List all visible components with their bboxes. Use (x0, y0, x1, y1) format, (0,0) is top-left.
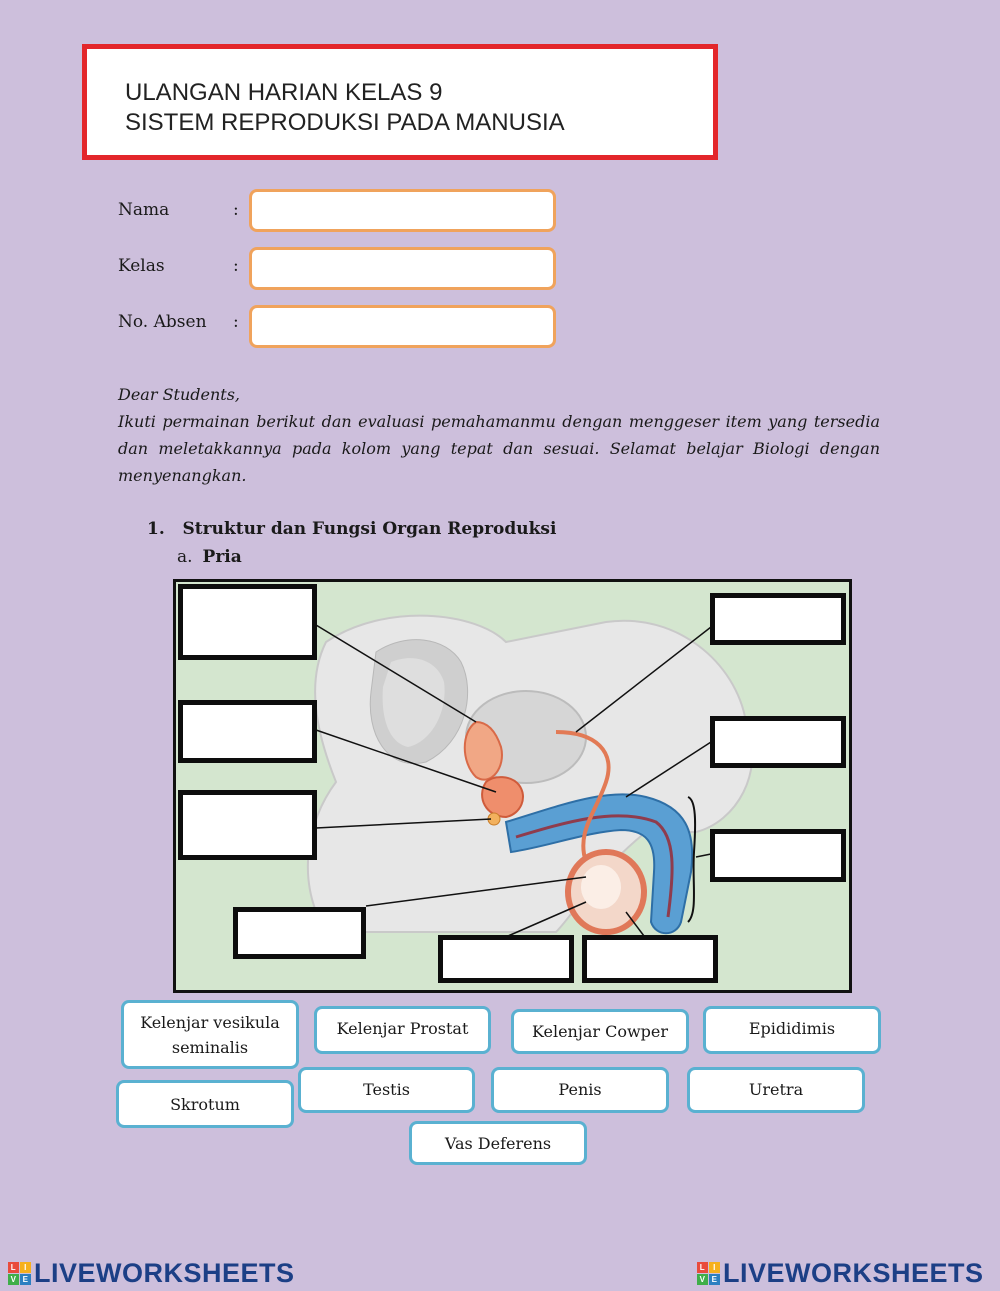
intro-greeting: Dear Students, (118, 385, 241, 404)
liveworksheets-brand-right[interactable] (697, 1258, 984, 1289)
drop-zone-6[interactable] (582, 935, 718, 983)
drop-zone-8[interactable] (710, 716, 846, 768)
liveworksheets-logo-icon: L I V E (697, 1262, 720, 1285)
nama-label: Nama (118, 200, 170, 220)
brand-text: LIVEWORKSHEETS (723, 1258, 984, 1288)
drop-zone-9[interactable] (710, 829, 846, 882)
drop-zone-2[interactable] (178, 700, 317, 763)
kelas-input[interactable] (249, 247, 556, 290)
drop-zone-5[interactable] (438, 935, 574, 983)
nama-colon: : (233, 200, 239, 220)
chip-skrotum[interactable]: Skrotum (116, 1080, 294, 1128)
chip-kelenjar-cowper[interactable]: Kelenjar Cowper (511, 1009, 689, 1054)
chip-vas-deferens[interactable]: Vas Deferens (409, 1121, 587, 1165)
brand-text: LIVEWORKSHEETS (34, 1258, 295, 1288)
liveworksheets-brand-left[interactable] (8, 1258, 295, 1289)
sub-title: Pria (202, 547, 242, 567)
chip-epididimis[interactable]: Epididimis (703, 1006, 881, 1054)
chip-kelenjar-vesikula-seminalis[interactable]: Kelenjar vesikula seminalis (121, 1000, 299, 1069)
question-heading: 1. Struktur dan Fungsi Organ Reproduksi (147, 519, 557, 539)
sub-letter: a. (177, 547, 193, 567)
title-line-2: SISTEM REPRODUKSI PADA MANUSIA (125, 109, 565, 136)
nama-input[interactable] (249, 189, 556, 232)
male-reproductive-diagram (173, 579, 852, 993)
drop-zone-7[interactable] (710, 593, 846, 645)
question-subheading (177, 547, 242, 567)
drop-zone-4[interactable] (233, 907, 366, 959)
no-absen-label: No. Absen (118, 312, 207, 332)
chip-testis[interactable]: Testis (298, 1067, 475, 1113)
no-absen-colon: : (233, 312, 239, 332)
liveworksheets-logo-icon: L I V E (8, 1262, 31, 1285)
title-line-1: ULANGAN HARIAN KELAS 9 (125, 79, 443, 106)
chip-kelenjar-prostat[interactable]: Kelenjar Prostat (314, 1006, 491, 1054)
worksheet-title-box (82, 44, 718, 160)
kelas-colon: : (233, 256, 239, 276)
drop-zone-1[interactable] (178, 584, 317, 660)
no-absen-input[interactable] (249, 305, 556, 348)
intro-body: Ikuti permainan berikut dan evaluasi pemahamanmu dengan menggeser item yang tersedia dan meletakkannya pada kolom yang tepat dan sesuai. Selamat belajar Biologi dengan menyenangkan. (118, 412, 880, 485)
kelas-label: Kelas (118, 256, 165, 276)
drop-zone-3[interactable] (178, 790, 317, 860)
chip-penis[interactable]: Penis (491, 1067, 669, 1113)
chip-uretra[interactable]: Uretra (687, 1067, 865, 1113)
